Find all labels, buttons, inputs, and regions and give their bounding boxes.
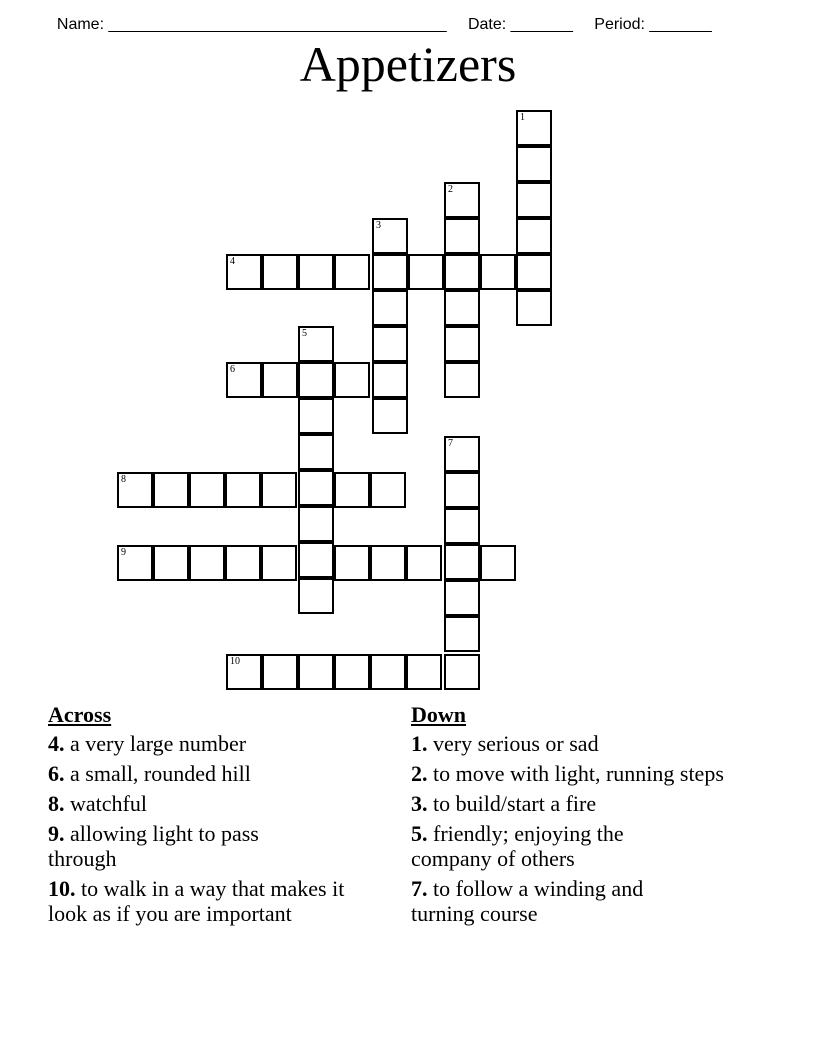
clue-number: 1	[520, 112, 525, 123]
crossword-cell[interactable]	[480, 545, 516, 581]
clue-number: 5	[302, 328, 307, 339]
crossword-cell[interactable]	[444, 218, 480, 254]
crossword-cell[interactable]	[408, 254, 444, 290]
clue-num: 3.	[411, 791, 428, 816]
crossword-cell[interactable]	[444, 326, 480, 362]
crossword-cell[interactable]	[225, 472, 261, 508]
clue-number: 2	[448, 184, 453, 195]
clue-text: friendly; enjoying the company of others	[411, 821, 624, 871]
crossword-cell[interactable]	[406, 654, 442, 690]
crossword-cell[interactable]	[406, 545, 442, 581]
crossword-cell[interactable]	[225, 545, 261, 581]
page-title: Appetizers	[299, 36, 517, 92]
crossword-cell[interactable]	[298, 470, 334, 506]
crossword-cell[interactable]	[444, 254, 480, 290]
clue-num: 10.	[48, 876, 76, 901]
crossword-cell[interactable]	[262, 654, 298, 690]
clue-item	[411, 731, 741, 756]
clue-item	[411, 821, 671, 871]
crossword-cell[interactable]	[370, 545, 406, 581]
crossword-cell[interactable]	[444, 654, 480, 690]
crossword-cell[interactable]	[370, 472, 406, 508]
clue-text: watchful	[70, 791, 147, 816]
period-field[interactable]: Period: _______	[594, 16, 712, 33]
crossword-cell[interactable]	[516, 146, 552, 182]
crossword-cell[interactable]	[226, 254, 262, 290]
crossword-cell[interactable]	[262, 254, 298, 290]
crossword-cell[interactable]	[334, 254, 370, 290]
clue-text: to walk in a way that makes it look as if you are important	[48, 876, 345, 926]
crossword-cell[interactable]	[516, 290, 552, 326]
clue-number: 4	[230, 256, 235, 267]
crossword-cell[interactable]	[516, 218, 552, 254]
crossword-cell[interactable]	[444, 290, 480, 326]
clue-num: 9.	[48, 821, 65, 846]
crossword-cell[interactable]	[372, 326, 408, 362]
crossword-cell[interactable]	[334, 362, 370, 398]
crossword-cell[interactable]	[444, 508, 480, 544]
clue-item	[48, 731, 388, 756]
crossword-cell[interactable]	[298, 254, 334, 290]
crossword-cell[interactable]	[370, 654, 406, 690]
crossword-cell[interactable]	[372, 290, 408, 326]
crossword-cell[interactable]	[189, 472, 225, 508]
crossword-cell[interactable]	[516, 110, 552, 146]
crossword-cell[interactable]	[298, 542, 334, 578]
crossword-cell[interactable]	[261, 472, 297, 508]
clue-num: 1.	[411, 731, 428, 756]
crossword-cell[interactable]	[298, 434, 334, 470]
clue-num: 8.	[48, 791, 65, 816]
crossword-cell[interactable]	[444, 616, 480, 652]
clue-text: allowing light to pass through	[48, 821, 259, 871]
crossword-cell[interactable]	[444, 472, 480, 508]
crossword-cell[interactable]	[334, 545, 370, 581]
crossword-cell[interactable]	[298, 362, 334, 398]
date-field[interactable]: Date: _______	[467, 16, 573, 33]
clue-text: a small, rounded hill	[70, 761, 251, 786]
crossword-cell[interactable]	[516, 254, 552, 290]
down-heading: Down	[411, 702, 467, 727]
crossword-cell[interactable]	[372, 398, 408, 434]
crossword-cell[interactable]	[334, 654, 370, 690]
clue-number: 6	[230, 364, 235, 375]
clue-text: to follow a winding and turning course	[411, 876, 644, 926]
crossword-cell[interactable]	[226, 654, 262, 690]
crossword-cell[interactable]	[444, 544, 480, 580]
clue-text: to move with light, running steps	[433, 761, 724, 786]
clue-num: 6.	[48, 761, 65, 786]
clue-text: to build/start a fire	[433, 791, 597, 816]
crossword-cell[interactable]	[189, 545, 225, 581]
crossword-cell[interactable]	[261, 545, 297, 581]
crossword-cell[interactable]	[516, 182, 552, 218]
clue-num: 4.	[48, 731, 65, 756]
crossword-cell[interactable]	[298, 506, 334, 542]
clue-number: 3	[376, 220, 381, 231]
name-field[interactable]: Name: ______________________________________	[56, 16, 447, 33]
clue-text: very serious or sad	[433, 731, 599, 756]
clue-num: 7.	[411, 876, 428, 901]
across-clues	[48, 702, 388, 931]
crossword-cell[interactable]	[226, 362, 262, 398]
crossword-cell[interactable]	[153, 472, 189, 508]
crossword-cell[interactable]	[262, 362, 298, 398]
crossword-cell[interactable]	[298, 326, 334, 362]
clue-item	[48, 761, 388, 786]
clue-number: 7	[448, 438, 453, 449]
crossword-cell[interactable]	[480, 254, 516, 290]
clue-item	[411, 761, 731, 786]
crossword-cell[interactable]	[444, 362, 480, 398]
clue-num: 2.	[411, 761, 428, 786]
clue-num: 5.	[411, 821, 428, 846]
down-clues	[411, 702, 741, 931]
clue-item	[48, 876, 388, 926]
clue-number: 9	[121, 547, 126, 558]
clue-number: 8	[121, 474, 126, 485]
crossword-cell[interactable]	[153, 545, 189, 581]
crossword-cell[interactable]	[117, 472, 153, 508]
crossword-cell[interactable]	[298, 654, 334, 690]
crossword-cell[interactable]	[334, 472, 370, 508]
clue-item	[48, 791, 388, 816]
clue-item	[411, 876, 701, 926]
clue-text: a very large number	[70, 731, 247, 756]
crossword-cell[interactable]	[298, 578, 334, 614]
across-heading: Across	[48, 702, 112, 727]
crossword-cell[interactable]	[298, 398, 334, 434]
crossword-cell[interactable]	[444, 580, 480, 616]
crossword-cell[interactable]	[372, 362, 408, 398]
crossword-cell[interactable]	[372, 218, 408, 254]
clue-number: 10	[230, 656, 240, 667]
crossword-cell[interactable]	[444, 436, 480, 472]
crossword-cell[interactable]	[444, 182, 480, 218]
clue-item	[411, 791, 741, 816]
crossword-cell[interactable]	[117, 545, 153, 581]
clue-item	[48, 821, 308, 871]
crossword-cell[interactable]	[372, 254, 408, 290]
